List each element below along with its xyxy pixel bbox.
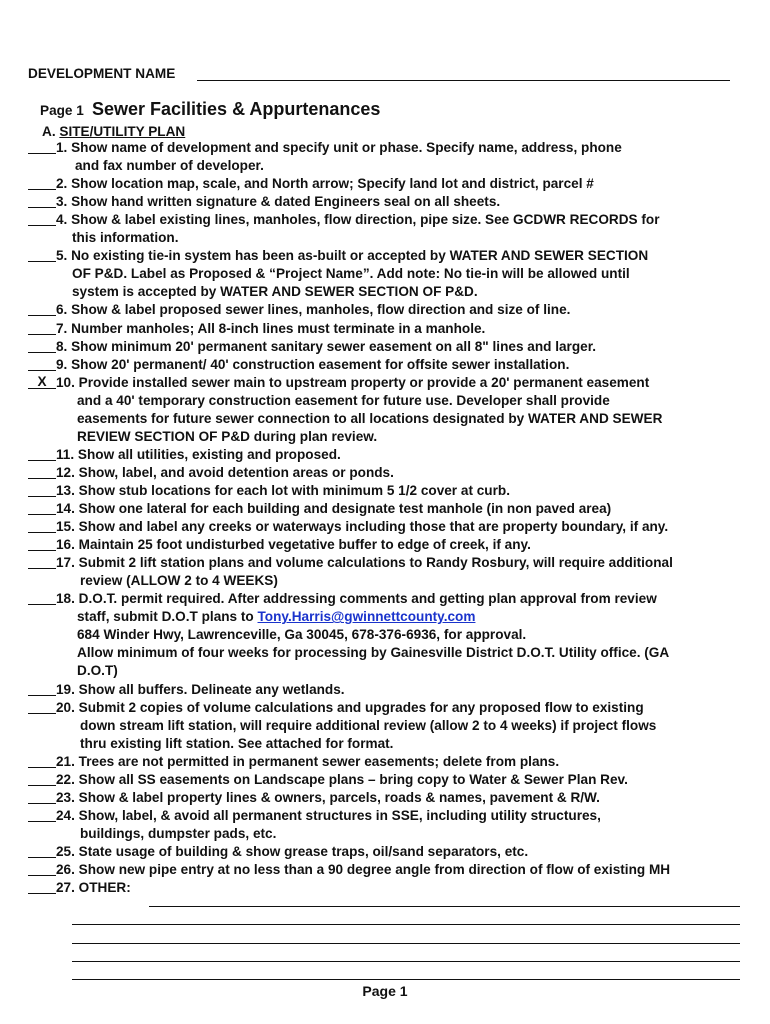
checklist-item-9-text: 9. Show 20' permanent/ 40' construction easement for offsite sewer installation. <box>56 356 570 372</box>
checklist-item-13 <box>0 483 770 501</box>
checklist-item-6 <box>0 302 770 320</box>
checklist-item-2-text: 2. Show location map, scale, and North arrow; Specify land lot and district, parcel # <box>56 176 594 192</box>
other-field-line-2[interactable] <box>72 924 740 925</box>
section-letter: A. <box>42 124 56 139</box>
checklist-item-24-checkbox[interactable] <box>28 808 56 822</box>
checklist-item-4-checkbox[interactable] <box>28 212 56 226</box>
checklist-item-7 <box>0 321 770 339</box>
checklist-item-27-checkbox[interactable] <box>28 880 56 894</box>
checklist-item-17-continuation: review (ALLOW 2 to 4 WEEKS) <box>80 573 278 589</box>
checklist-item-14-text: 14. Show one lateral for each building and designate test manhole (in non paved area) <box>56 501 612 516</box>
checklist-item-8 <box>0 339 770 357</box>
development-name-text: DEVELOPMENT NAME <box>28 66 176 81</box>
checklist-item-26-checkbox[interactable] <box>28 862 56 876</box>
checklist-item-21 <box>0 754 770 772</box>
checklist-item-22-text: 22. Show all SS easements on Landscape plans – bring copy to Water & Sewer Plan Rev. <box>56 771 628 787</box>
checklist-item-5-continuation: OF P&D. Label as Proposed & “Project Name”. Add note: No tie-in will be allowed until <box>72 266 630 282</box>
dot-allow-line-2: D.O.T) <box>77 663 118 679</box>
checklist-item-4-continuation: this information. <box>72 230 179 246</box>
checklist-item-23-text: 23. Show & label property lines & owners, parcels, roads & names, pavement & R/W. <box>56 789 600 805</box>
checklist-item-13-checkbox[interactable] <box>28 483 56 497</box>
checklist-item-1-checkbox[interactable] <box>28 140 56 154</box>
checklist-item-23-checkbox[interactable] <box>28 790 56 804</box>
development-name-field[interactable] <box>197 80 730 81</box>
checklist-item-16 <box>0 537 770 555</box>
checklist-item-25-text: 25. State usage of building & show grease traps, oil/sand separators, etc. <box>56 843 529 859</box>
checklist-item-20 <box>0 700 770 718</box>
checklist-item-18-text: 18. D.O.T. permit required. After addressing comments and getting plan approval from review <box>56 591 657 607</box>
checklist-item-27 <box>0 880 770 898</box>
checklist-item-10-text: 10. Provide installed sewer main to upstream property or provide a 20' permanent easement <box>56 374 650 390</box>
checklist-item-8-checkbox[interactable] <box>28 339 56 353</box>
other-field-line-5[interactable] <box>72 979 740 980</box>
checklist-item-12-checkbox[interactable] <box>28 465 56 479</box>
dot-submit-line <box>77 609 475 624</box>
checklist-item-16-checkbox[interactable] <box>28 537 56 551</box>
checklist-item-22 <box>0 772 770 790</box>
other-field-line-4[interactable] <box>72 961 740 962</box>
checklist-item-8-text: 8. Show minimum 20' permanent sanitary sewer easement on all 8" lines and larger. <box>56 338 597 354</box>
checklist-item-5-checkbox[interactable] <box>28 248 56 262</box>
checklist-item-3-text: 3. Show hand written signature & dated Engineers seal on all sheets. <box>56 194 501 210</box>
checklist-item-13-text: 13. Show stub locations for each lot with minimum 5 1/2 cover at curb. <box>56 482 510 498</box>
checklist-item-5-continuation: system is accepted by WATER AND SEWER SECTION OF P&D. <box>72 284 478 300</box>
checklist-item-16-text: 16. Maintain 25 foot undisturbed vegetative buffer to edge of creek, if any. <box>56 537 531 553</box>
checklist-item-5-text: 5. No existing tie-in system has been as-built or accepted by WATER AND SEWER SECTION <box>56 248 649 264</box>
checklist-item-25-checkbox[interactable] <box>28 844 56 858</box>
checklist-item-25 <box>0 844 770 862</box>
checklist-item-21-checkbox[interactable] <box>28 754 56 768</box>
checklist-item-20-checkbox[interactable] <box>28 700 56 714</box>
checklist-item-15 <box>0 519 770 537</box>
checklist-item-21-text: 21. Trees are not permitted in permanent sewer easements; delete from plans. <box>56 753 560 769</box>
checklist-item-10 <box>0 375 770 393</box>
page-number-label: Page 1 <box>40 103 84 118</box>
other-field-line-1[interactable] <box>149 906 740 907</box>
checklist-item-10-continuation: and a 40' temporary construction easement for future use. Developer shall provide <box>77 392 610 408</box>
checklist-item-1-continuation: and fax number of developer. <box>75 158 264 174</box>
checklist-item-5 <box>0 248 770 266</box>
checklist-item-1 <box>0 140 770 158</box>
checklist-item-20-continuation: thru existing lift station. See attached for format. <box>80 735 394 751</box>
checklist-item-24 <box>0 808 770 826</box>
checklist-item-22-checkbox[interactable] <box>28 772 56 786</box>
checklist-item-11-text: 11. Show all utilities, existing and proposed. <box>56 446 341 462</box>
checklist-item-3-checkbox[interactable] <box>28 194 56 208</box>
checklist-item-10-checkbox[interactable]: X <box>28 375 56 389</box>
dot-contact-email-link[interactable]: Tony.Harris@gwinnettcounty.com <box>257 609 476 625</box>
checklist-item-18-checkbox[interactable] <box>28 591 56 605</box>
checklist-item-24-text: 24. Show, label, & avoid all permanent structures in SSE, including utility structures, <box>56 807 601 823</box>
checklist-item-19 <box>0 682 770 700</box>
checklist-item-19-text: 19. Show all buffers. Delineate any wetlands. <box>56 681 345 697</box>
dot-submit-prefix: staff, submit D.O.T plans to <box>77 609 258 625</box>
checklist-item-17-checkbox[interactable] <box>28 555 56 569</box>
checklist-item-11-checkbox[interactable] <box>28 447 56 461</box>
checklist-item-15-checkbox[interactable] <box>28 519 56 533</box>
checklist-item-14-checkbox[interactable] <box>28 501 56 515</box>
footer-page-number: Page 1 <box>362 983 408 999</box>
checklist-item-26 <box>0 862 770 880</box>
checklist-item-17 <box>0 555 770 573</box>
checklist-item-26-text: 26. Show new pipe entry at no less than a 90 degree angle from direction of flow of existing MH <box>56 862 671 877</box>
checklist-item-2-checkbox[interactable] <box>28 176 56 190</box>
development-name-label <box>28 66 175 81</box>
checklist-item-3 <box>0 194 770 212</box>
checklist-item-4-text: 4. Show & label existing lines, manholes, flow direction, pipe size. See GCDWR RECORDS for <box>56 212 660 228</box>
checklist-item-17-text: 17. Submit 2 lift station plans and volume calculations to Randy Rosbury, will require additional <box>56 555 673 571</box>
page-title: Sewer Facilities & Appurtenances <box>92 99 381 119</box>
checklist-item-6-text: 6. Show & label proposed sewer lines, manholes, flow direction and size of line. <box>56 302 571 318</box>
checklist-item-12-text: 12. Show, label, and avoid detention areas or ponds. <box>56 464 394 480</box>
checklist-item-14 <box>0 501 770 519</box>
checklist-item-7-text: 7. Number manholes; All 8-inch lines must terminate in a manhole. <box>56 320 486 336</box>
checklist-item-4 <box>0 212 770 230</box>
checklist-item-2 <box>0 176 770 194</box>
checklist-item-9 <box>0 357 770 375</box>
checklist-item-1-text: 1. Show name of development and specify unit or phase. Specify name, address, phone <box>56 140 622 155</box>
checklist-item-20-continuation: down stream lift station, will require additional review (allow 2 to 4 weeks) if project flows <box>80 717 657 733</box>
checklist-item-18 <box>0 591 770 609</box>
dot-allow-line-1: Allow minimum of four weeks for processing by Gainesville District D.O.T. Utility office. (GA <box>77 645 670 661</box>
checklist-item-6-checkbox[interactable] <box>28 302 56 316</box>
checklist-item-27-text: 27. OTHER: <box>56 880 131 896</box>
checklist-item-10-continuation: easements for future sewer connection to all locations designated by WATER AND SEWER <box>77 410 663 426</box>
checklist-item-19-checkbox[interactable] <box>28 682 56 696</box>
checklist-item-24-continuation: buildings, dumpster pads, etc. <box>80 825 277 841</box>
checklist-item-10-continuation: REVIEW SECTION OF P&D during plan review. <box>77 428 378 444</box>
checklist-item-23 <box>0 790 770 808</box>
checklist-item-11 <box>0 447 770 465</box>
dot-address-line: 684 Winder Hwy, Lawrenceville, Ga 30045, 678-376-6936, for approval. <box>77 627 527 643</box>
checklist-item-15-text: 15. Show and label any creeks or waterways including those that are property boundary, if any. <box>56 519 669 535</box>
section-heading <box>42 124 185 139</box>
section-title: SITE/UTILITY PLAN <box>59 124 186 139</box>
checklist-item-7-checkbox[interactable] <box>28 321 56 335</box>
checklist-item-20-text: 20. Submit 2 copies of volume calculations and upgrades for any proposed flow to existing <box>56 699 644 715</box>
checklist-item-12 <box>0 465 770 483</box>
checklist-item-9-checkbox[interactable] <box>28 357 56 371</box>
other-field-line-3[interactable] <box>72 943 740 944</box>
